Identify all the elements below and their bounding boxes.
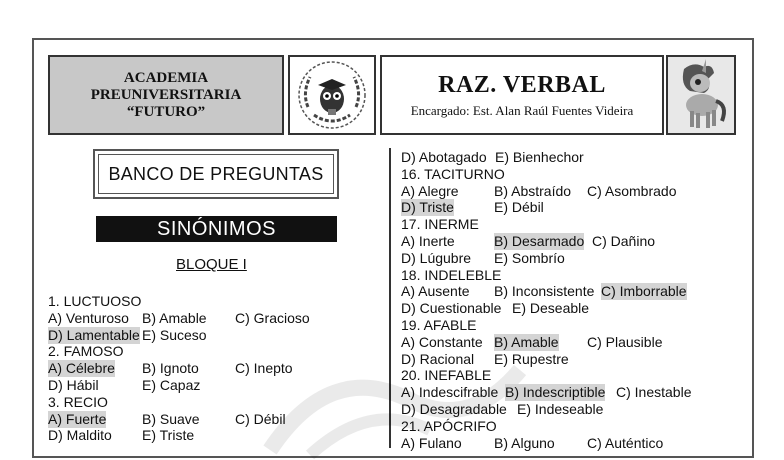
answer-option: E) Capaz [142,377,201,393]
answer-option: A) Ausente [401,283,470,300]
answer-option: E) Triste [142,427,195,444]
answer-option: B) Ignoto [142,360,199,377]
question-stem: 3. RECIO [48,393,108,410]
answer-option: E) Rupestre [494,350,569,367]
answer-option: C) Inepto [235,360,293,377]
question-stem: 20. INEFABLE [401,367,492,384]
answer-option: D) Hábil [48,377,99,393]
answer-option: D) Maldito [48,427,112,444]
answer-option: E) Indeseable [517,401,604,417]
question-bank-banner [93,149,339,199]
answer-option: E) Deseable [512,300,590,317]
mascot-box [666,55,736,135]
answer-option: D) Lúgubre [401,249,472,266]
answer-option: E) Sombrío [494,249,565,266]
answer-option: B) Amable [142,309,207,326]
answer-option: B) Inconsistente [494,283,595,300]
academy-line: ACADEMIA [123,69,209,86]
pony-mascot-icon [668,57,734,133]
answer-option: C) Dañino [592,233,656,249]
course-instructor: Encargado: Est. Alan Raúl Fuentes Videira [410,102,634,118]
answer-option: A) Venturoso [48,309,129,326]
answer-option: C) Débil [235,410,286,427]
answer-option: A) Fulano [401,434,462,451]
answer-option: D) Cuestionable [401,300,502,317]
academy-logo-icon [290,57,374,133]
answer-option: D) Abotagado [401,149,487,165]
course-title-box [380,55,664,135]
question-stem: 2. FAMOSO [48,343,124,360]
correct-answer-option: D) Lamentable [48,326,140,343]
academy-line: “FUTURO” [126,103,206,120]
banner-text: BANCO DE PREGUNTAS [98,154,334,194]
correct-answer-option: A) Fuerte [48,410,107,427]
answer-option: D) Desagradable [401,401,507,417]
correct-answer-option: B) Indescriptible [505,384,606,401]
answer-option: C) Gracioso [235,309,310,326]
correct-answer-option: B) Amable [494,333,559,350]
block-title: BLOQUE I [176,256,247,273]
academy-name-box [48,55,284,135]
section-title: SINÓNIMOS [96,216,337,242]
course-title: RAZ. VERBAL [438,71,606,98]
question-stem: 16. TACITURNO [401,165,505,182]
academy-logo-box [288,55,376,135]
answer-option: C) Plausible [587,333,663,350]
answer-option: E) Bienhechor [495,149,584,165]
answer-option: B) Abstraído [494,182,572,199]
answer-option: A) Indescifrable [401,384,499,401]
correct-answer-option: C) Imborrable [601,283,687,300]
answer-option: E) Débil [494,199,544,216]
question-stem: 21. APÓCRIFO [401,417,497,434]
answer-option: D) Racional [401,350,475,367]
answer-option: B) Alguno [494,434,555,451]
question-stem: 17. INERME [401,216,479,233]
answer-option: A) Inerte [401,233,455,249]
question-stem: 18. INDELEBLE [401,266,502,283]
answer-option: A) Constante [401,333,483,350]
academy-line: PREUNIVERSITARIA [90,86,242,103]
correct-answer-option: A) Célebre [48,360,115,377]
answer-option: C) Auténtico [587,434,664,451]
answer-option: E) Suceso [142,326,207,343]
correct-answer-option: B) Desarmado [494,233,585,249]
answer-option: A) Alegre [401,182,459,199]
correct-answer-option: D) Triste [401,199,454,216]
question-stem: 1. LUCTUOSO [48,293,142,309]
answer-option: C) Asombrado [587,182,677,199]
question-stem: 19. AFABLE [401,317,477,333]
answer-option: B) Suave [142,410,200,427]
answer-option: C) Inestable [616,384,692,401]
